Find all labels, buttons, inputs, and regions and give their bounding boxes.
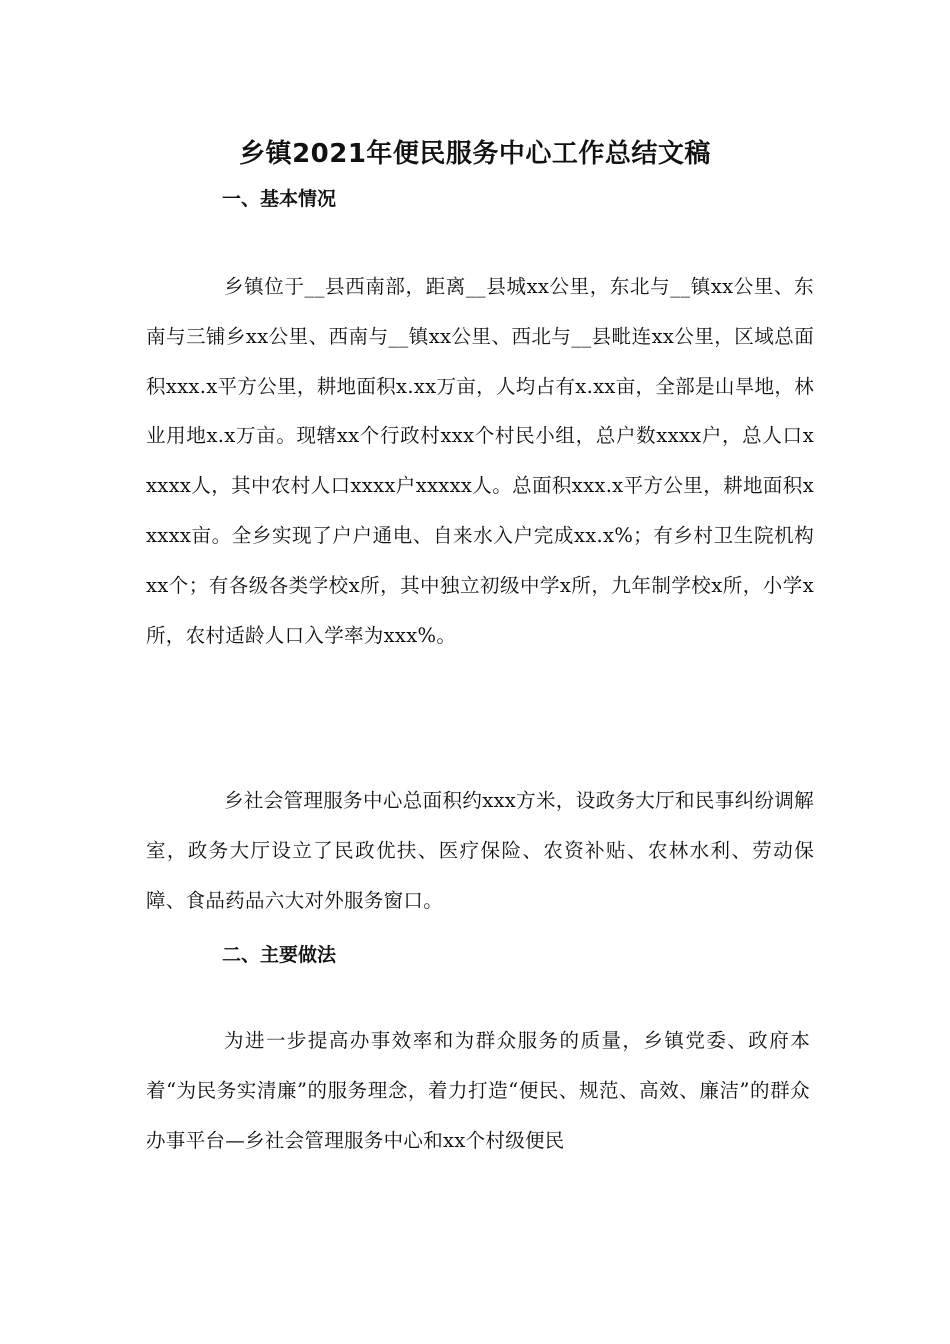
section-heading-basic-situation: 一、基本情况	[222, 188, 337, 210]
paragraph-basic-situation-1: 乡镇位于__县西南部，距离__县城xx公里，东北与__镇xx公里、东南与三铺乡xx公里、西南与__镇xx公里、西北与__县毗连xx公里，区域总面积xxx.x平方公里，耕地面积x.xx万亩，人均占有x.xx亩，全部是山旱地，林业用地x.x万亩。现辖xx个行政村xxx个村民小组，总户数xxxx户，总人口xxxxx人，其中农村人口xxxx户xxxxx人。总面积xxx.x平方公里，耕地面积xxxxx亩。全乡实现了户户通电、自来水入户完成xx.x%；有乡村卫生院机构xx个；有各级各类学校x所，其中独立初级中学x所，九年制学校x所，小学x所，农村适龄人口入学率为xxx%。	[146, 275, 814, 647]
document-title: 乡镇2021年便民服务中心工作总结文稿	[239, 139, 711, 169]
section-heading-main-practices: 二、主要做法	[222, 944, 337, 966]
paragraph-basic-situation-2: 乡社会管理服务中心总面积约xxx方米，设政务大厅和民事纠纷调解室，政务大厅设立了民政优扶、医疗保险、农资补贴、农林水利、劳动保障、食品药品六大对外服务窗口。	[146, 789, 814, 912]
paragraph-main-practices-1: 为进一步提高办事效率和为群众服务的质量，乡镇党委、政府本着“为民务实清廉”的服务理念，着力打造“便民、规范、高效、廉洁”的群众办事平台—乡社会管理服务中心和xx个村级便民	[146, 1029, 810, 1152]
